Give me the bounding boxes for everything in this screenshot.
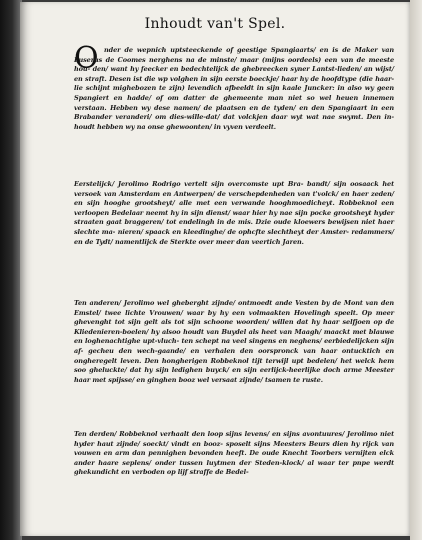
page-title: Inhoudt van't Spel. — [144, 16, 286, 32]
paragraph-second-act: Ten anderen/ Jerolimo wel gheberght zijnde/ ontmoedt ande Vesten by de Mont van den Emstel/ twee lichte Vrouwen/ waar by hy een volmaakten Hovelingh speelt. Op meer ghevenght tot sijn gelt als tot sijn schoone woorden/ willen dat hy haar selfjoen op de Kliedenieren-boelen/ hy alsoo houdt van Buydel als heet van Maagh/ maackt met blauwe en loghenachtighe upt-vluch- ten schept na veel singens en neghens/ eerbiedelijcken sijn af- gecheu den wech-gaande/ en verhalen den oorspronck van haar ontucktich en ongheregelt leven. Den hongherigen Robbeknol tijt terwijl upt bedelen/ het welck hem soo gheluckte/ dat hy sijn ledighen buyck/ en sijn eerlijck-heerlijke doch arme Meester haar met spijsse/ en ginghen booz wel versaat zijnde/ tsamen te ruste. — [74, 299, 394, 384]
paragraph-third-act: Ten derden/ Robbeknol verhaalt den loop sijns levens/ en sijns avontuures/ Jerolimo niet hyder haut zijnde/ soeckt/ vindt en booz- sposelt sijns Meesters Beurs dien hy rijck van vouwen en arm dan pennighen bevonden heeft. De oude Knecht Toorbers vernijten elck ander haare seplens/ onder tussen luytmen der Steden-klock/ al waar ter pnpe werdt ghekundicht en verboden op lijf straffe de Bedel- — [74, 430, 394, 477]
paragraph-intro: nder de wepnich uptsteeckende of geestige Spangiaarts/ en is de Maker van Luserus de Coomes nerghens na de minste/ maar (mijns oordeels) een van de meeste hou- den/ want hy feecker en bedechtelijck de ghebreecken syner Lantst-lieden/ an wijst/ en straft. Desen ist die wp volghen in sijn eerste boeckje/ haar hy de hoofdtype (die haar-lie schijnt mighebozen te zijn) levendich afbeeldt in sijn kaale Juncker: in also wy geen Spangiert en hadde/ of om datter de ghemeente man niet so wel heuen innemen verstaan. Hebben wy dese namen/ de plaatsen en de tyden/ en den Spangiaart in een Brabander veranderi/ om dies-wille-dat/ dat volckjen daar wyt wat nae swymt. Den in- houdt hebben wy na onse ghewoonten/ in vyven verdeelt. — [74, 46, 394, 131]
drop-cap: O — [74, 41, 99, 76]
book-page — [20, 2, 410, 536]
adjacent-page-edge — [410, 0, 422, 540]
book-spine-shadow — [0, 0, 22, 540]
paragraph-first-act: Eerstelijck/ Jerolimo Rodrigo vertelt sijn overcomste upt Bra- bandt/ sijn oosaack het versoek van Amsterdam en Antwerpen/ de verschepdenheden van t'volck/ en haer zeden/ en sijn hooghe grootsheyt/ alle met een verwande hooghmoedicheyt. Robbeknol een verloopen Bedelaar neemt hy in sijn dienst/ waar hier hy nae sijn pocke grootsheyt hyder straaten gaat braggeren/ tot endelingh in de mis. Dzie oude kloewers bewijsen niet haer slechte ma- nieren/ spaack en kleedinghe/ de ophcfte slechtheyt der Amster- redammers/ en de Tydt/ namentlijck de Sterkte over meer dan veertich Jaren. — [74, 180, 394, 246]
